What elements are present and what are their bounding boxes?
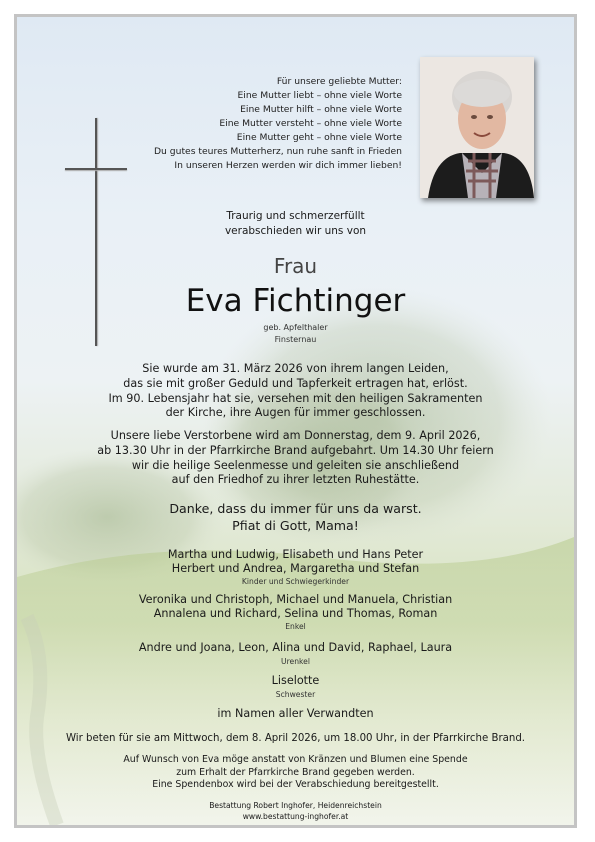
text-line: das sie mit großer Geduld und Tapferkeit ertragen hat, erlöst. [123, 376, 468, 390]
poem-line: Eine Mutter hilft – ohne viele Worte [240, 104, 402, 115]
text-line: Unsere liebe Verstorbene wird am Donnerstag, dem 9. April 2026, [110, 429, 481, 442]
poem-line: Eine Mutter versteht – ohne viele Worte [219, 118, 402, 129]
text-line: Sie wurde am 31. März 2026 von ihrem langen Leiden, [142, 362, 449, 375]
farewell-line: Pfiat di Gott, Mama! [232, 518, 359, 533]
death-announcement [17, 362, 574, 421]
salutation: Frau [273, 254, 318, 278]
mourner-role: Urenkel [281, 657, 310, 666]
mourner-role: Enkel [285, 622, 306, 631]
all-relatives: im Namen aller Verwandten [217, 707, 374, 720]
text-line: zum Erhalt der Pfarrkirche Brand gegeben werden. [176, 766, 415, 778]
text-line: ab 13.30 Uhr in der Pfarrkirche Brand aufgebahrt. Um 14.30 Uhr feiern [97, 443, 494, 457]
text-line: wir die heilige Seelenmesse und geleiten sie anschließend [131, 458, 460, 472]
intro-line: verabschieden wir uns von [224, 225, 367, 237]
undertaker: Bestattung Robert Inghofer, Heidenreichstein [209, 801, 382, 810]
farewell-line: Danke, dass du immer für uns da warst. [169, 501, 422, 516]
deceased-name: Eva Fichtinger [185, 283, 406, 319]
mourner-role: Schwester [275, 690, 316, 699]
mourner-names: Martha und Ludwig, Elisabeth und Hans Peter [167, 548, 424, 561]
text-line: Eine Spendenbox wird bei der Verabschiedung bereitgestellt. [152, 779, 439, 790]
poem [154, 75, 402, 173]
poem-line: Du gutes teures Mutterherz, nun ruhe sanft in Frieden [153, 146, 402, 157]
poem-line: In unseren Herzen werden wir dich immer lieben! [174, 160, 402, 171]
birth-name: geb. Apfelthaler [263, 323, 328, 332]
mourner-names: Andre und Joana, Leon, Alina und David, Raphael, Laura [138, 641, 453, 654]
poem-line: Eine Mutter geht – ohne viele Worte [236, 132, 402, 143]
mourner-role: Kinder und Schwiegerkinder [241, 577, 350, 586]
text-line: auf den Friedhof zu ihrer letzten Ruhestätte. [171, 473, 420, 487]
mourner-names: Annalena und Richard, Selina und Thomas, Roman [153, 607, 438, 620]
donation-notice [17, 754, 574, 792]
text-line: der Kirche, ihre Augen für immer geschlossen. [165, 406, 426, 420]
funeral-announcement [17, 429, 574, 488]
mourner-names: Veronika und Christoph, Michael und Manuela, Christian [138, 593, 453, 606]
text-line: Auf Wunsch von Eva möge anstatt von Kränzen und Blumen eine Spende [123, 754, 468, 765]
intro-line: Traurig und schmerzerfüllt [226, 210, 365, 222]
portrait-photo [420, 57, 534, 198]
website-link[interactable]: www.bestattung-inghofer.at [242, 812, 349, 821]
obituary-card [14, 14, 577, 828]
mourner-names: Liselotte [271, 674, 320, 687]
mourner-names: Herbert und Andrea, Margaretha und Stefan [171, 562, 420, 575]
hometown: Finsternau [274, 335, 317, 344]
poem-line: Für unsere geliebte Mutter: [276, 76, 402, 87]
prayer-notice: Wir beten für sie am Mittwoch, dem 8. April 2026, um 18.00 Uhr, in der Pfarrkirche Brand. [65, 733, 526, 744]
poem-line: Eine Mutter liebt – ohne viele Worte [237, 90, 402, 101]
text-line: Im 90. Lebensjahr hat sie, versehen mit den heiligen Sakramenten [108, 391, 483, 405]
